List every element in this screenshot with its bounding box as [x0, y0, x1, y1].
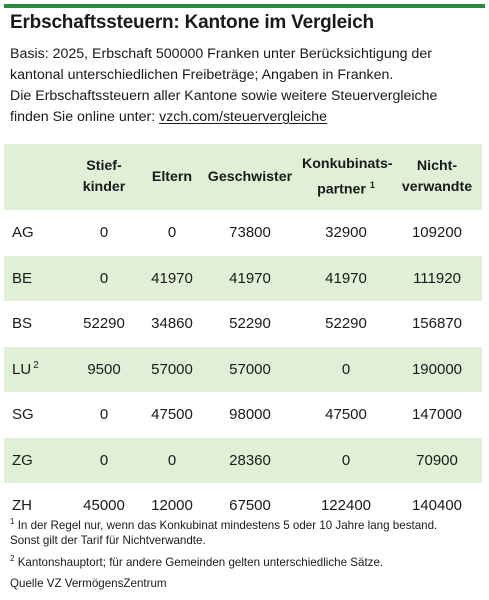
- table-cell: 0: [99, 224, 109, 242]
- canton-label: LU $^2$: [12, 360, 39, 379]
- table-cell: 47500: [325, 406, 367, 424]
- tax-table: [4, 144, 482, 529]
- footnote-ref-2: 2: [33, 360, 39, 372]
- table-cell: 70900: [416, 451, 458, 469]
- canton-label: BE: [12, 269, 33, 287]
- intro-link-prefix: finden Sie online unter:: [10, 109, 156, 125]
- table-cell: 122400: [320, 497, 372, 515]
- table-cell: 98000: [229, 406, 271, 424]
- table-cell: 140400: [411, 497, 463, 515]
- table-row: [4, 438, 482, 484]
- comparison-link[interactable]: vzch.com/steuervergleiche: [159, 109, 328, 125]
- table-cell: 47500: [151, 406, 193, 424]
- table-cell: 0: [167, 224, 177, 242]
- table-cell: 41970: [151, 269, 193, 287]
- table-cell: 111920: [413, 269, 461, 287]
- table-cell: 73800: [229, 224, 271, 242]
- table-cell: 156870: [411, 315, 463, 333]
- table-row: [4, 301, 482, 347]
- intro-line-2: kantonal unterschiedlichen Freibeträge; Angaben in Franken.: [10, 67, 394, 83]
- footnote-2: $^2$ Kantonshauptort; für andere Gemeinden gelten unterschiedliche Sätze.: [10, 553, 384, 569]
- canton-label: AG: [12, 224, 34, 242]
- table-cell: 52290: [83, 315, 125, 333]
- source-credit: Quelle VZ VermögensZentrum: [10, 577, 167, 590]
- table-cell: 28360: [229, 451, 271, 469]
- table-row: [4, 347, 482, 393]
- intro-line-1: Basis: 2025, Erbschaft 500000 Franken unter Berücksichtigung der: [10, 46, 432, 62]
- table-cell: 34860: [151, 315, 193, 333]
- table-row: [4, 210, 482, 256]
- intro-line-3: Die Erbschaftssteuern aller Kantone sowie weitere Steuervergleiche: [10, 88, 438, 104]
- table-cell: 52290: [325, 315, 367, 333]
- canton-label: ZH: [12, 497, 32, 515]
- table-row: [4, 256, 482, 302]
- accent-bar: [4, 4, 485, 8]
- table-cell: 67500: [229, 497, 271, 515]
- table-cell: 0: [99, 269, 109, 287]
- table-row: [4, 392, 482, 438]
- footnote-ref-1: 1: [369, 179, 375, 190]
- table-cell: 109200: [411, 224, 463, 242]
- header-eltern: Eltern: [151, 168, 193, 185]
- footnotes: [10, 514, 482, 573]
- table-cell: 0: [167, 451, 177, 469]
- table-cell: 57000: [151, 360, 193, 378]
- canton-label: ZG: [12, 451, 33, 469]
- page-title: Erbschaftssteuern: Kantone im Vergleich: [10, 12, 374, 33]
- footnote-1: $^1$ In der Regel nur, wenn das Konkubinat mindestens 5 oder 10 Jahre lang bestand. Sonst gilt der Tarif für Nichtverwandte.: [10, 517, 438, 547]
- table-cell: 0: [341, 360, 351, 378]
- table-cell: 57000: [229, 360, 271, 378]
- header-stiefkinder: Stief- kinder: [82, 158, 126, 195]
- canton-label: BS: [12, 315, 33, 333]
- intro-line-4: [10, 107, 480, 128]
- table-cell: 32900: [325, 224, 367, 242]
- header-nichtverwandte: Nicht- verwandte: [401, 158, 473, 195]
- header-konkubinatspartner: Konkubinats- partner $^1$: [302, 155, 393, 198]
- header-geschwister: Geschwister: [207, 168, 293, 185]
- canton-label: SG: [12, 406, 34, 424]
- table-cell: 0: [99, 406, 109, 424]
- table-cell: 0: [341, 451, 351, 469]
- table-cell: 52290: [229, 315, 271, 333]
- header-canton: [4, 144, 64, 210]
- table-cell: 45000: [83, 497, 125, 515]
- table-cell: 190000: [411, 360, 463, 378]
- table-cell: 9500: [87, 360, 121, 378]
- table-cell: 41970: [229, 269, 271, 287]
- table-cell: 0: [99, 451, 109, 469]
- table-cell: 147000: [411, 406, 463, 424]
- table-cell: 12000: [151, 497, 193, 515]
- table-cell: 41970: [325, 269, 367, 287]
- intro-text: [10, 44, 480, 128]
- table-header-row: [4, 144, 482, 210]
